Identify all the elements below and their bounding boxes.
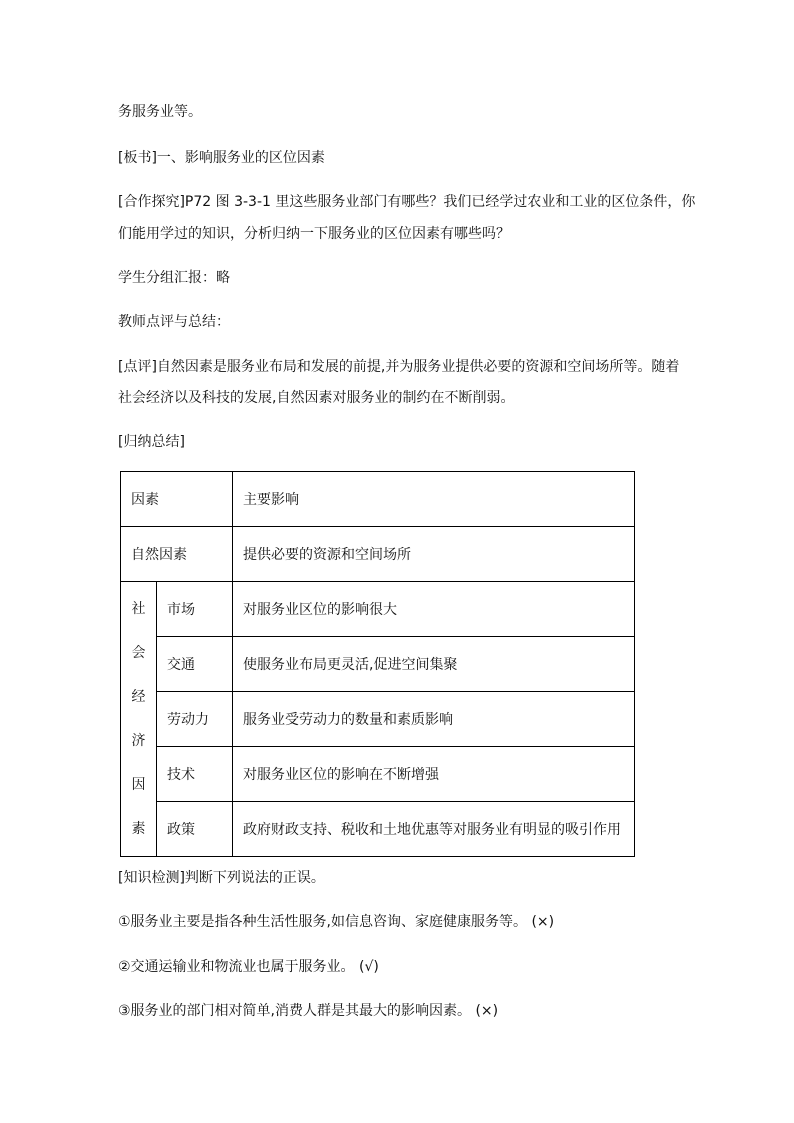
comment-line2: 社会经济以及科技的发展,自然因素对服务业的制约在不断削弱。: [118, 390, 515, 406]
factor-cell: 政策: [157, 802, 233, 857]
effect-cell: 使服务业布局更灵活,促进空间集聚: [233, 637, 635, 692]
social-economic-label-cell: [121, 582, 157, 857]
vertical-char: 经: [131, 689, 146, 705]
factor-cell: 劳动力: [157, 692, 233, 747]
natural-factor-cell: 自然因素: [121, 527, 233, 582]
paragraph-continuation: 务服务业等。: [118, 104, 202, 120]
vertical-char: 社: [131, 601, 146, 617]
effect-cell: 对服务业区位的影响在不断增强: [233, 747, 635, 802]
table-row: [121, 747, 635, 802]
check-item-1: ①服务业主要是指各种生活性服务,如信息咨询、家庭健康服务等。 (×): [118, 914, 555, 930]
factor-cell: 交通: [157, 637, 233, 692]
header-factor-cell: 因素: [121, 472, 233, 527]
blackboard-heading: [板书]一、影响服务业的区位因素: [118, 150, 325, 166]
check-item-3: ③服务业的部门相对简单,消费人群是其最大的影响因素。 (×): [118, 1003, 499, 1019]
comment-line1: [点评]自然因素是服务业布局和发展的前提,并为服务业提供必要的资源和空间场所等。随着: [118, 359, 680, 375]
natural-effect-cell: 提供必要的资源和空间场所: [233, 527, 635, 582]
vertical-char: 济: [131, 733, 146, 749]
vertical-char: 素: [131, 821, 146, 837]
teacher-summary: 教师点评与总结：: [118, 314, 230, 330]
factor-cell: 技术: [157, 747, 233, 802]
factor-cell: 市场: [157, 582, 233, 637]
vertical-char: 因: [131, 777, 146, 793]
table-row: [121, 582, 635, 637]
table-row: [121, 527, 635, 582]
student-report: 学生分组汇报：略: [118, 270, 230, 286]
knowledge-check-intro: [知识检测]判断下列说法的正误。: [118, 870, 325, 886]
table-row: [121, 472, 635, 527]
effect-cell: 对服务业区位的影响很大: [233, 582, 635, 637]
vertical-char: 会: [131, 645, 146, 661]
cooperative-inquiry-line2: 们能用学过的知识，分析归纳一下服务业的区位因素有哪些吗？: [118, 226, 510, 242]
effect-cell: 服务业受劳动力的数量和素质影响: [233, 692, 635, 747]
table-row: [121, 802, 635, 857]
summary-heading: [归纳总结]: [118, 434, 185, 450]
location-factors-table: [120, 471, 635, 857]
check-item-2: ②交通运输业和物流业也属于服务业。 (√): [118, 959, 379, 975]
table-row: [121, 637, 635, 692]
header-effect-cell: 主要影响: [233, 472, 635, 527]
cooperative-inquiry-line1: [合作探究]P72 图 3-3-1 里这些服务业部门有哪些？我们已经学过农业和工业的区位条件，你: [118, 194, 696, 210]
effect-cell: 政府财政支持、税收和土地优惠等对服务业有明显的吸引作用: [233, 802, 635, 857]
table-row: [121, 692, 635, 747]
